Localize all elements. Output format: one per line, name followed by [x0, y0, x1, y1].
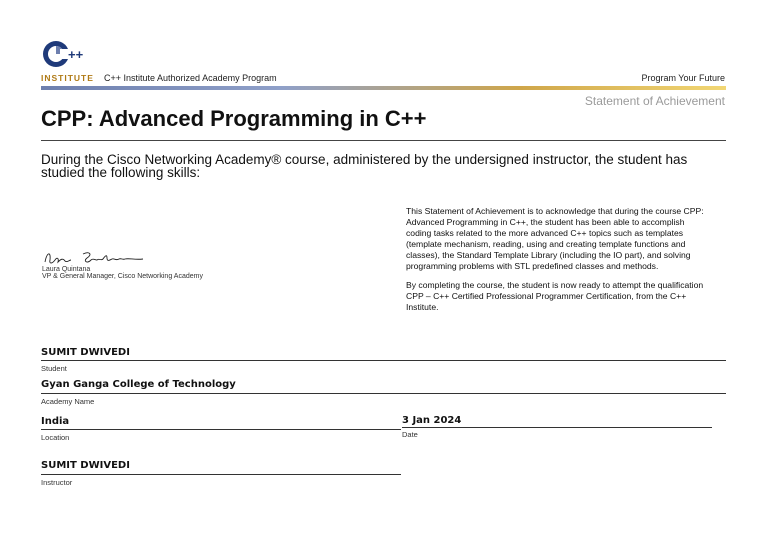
- academy-name: Gyan Ganga College of Technology: [41, 379, 236, 390]
- signature-image: [43, 248, 153, 268]
- academy-label: Academy Name: [41, 397, 95, 406]
- instructor-rule: [41, 474, 401, 475]
- description-paragraph: This Statement of Achievement is to acknowledge that during the course CPP: Advanced Programming in C++, the student has been able to accomplish coding tasks related to the more advanced C++ topics such as templates (template mechanism, reading, using and creating template functions and classes), the Standard Template Library (including the IO part), and solving programming problems with STL predefined classes and methods.: [406, 206, 704, 271]
- signer-name: Laura Quintana: [42, 266, 91, 273]
- brand-wordmark: INSTITUTE: [41, 73, 94, 83]
- date-value: 3 Jan 2024: [402, 415, 462, 426]
- document-type-label: Statement of Achievement: [584, 94, 725, 108]
- course-title: CPP: Advanced Programming in C++: [41, 106, 427, 131]
- tagline: Program Your Future: [641, 73, 725, 83]
- program-label: C++ Institute Authorized Academy Program: [104, 73, 277, 83]
- instructor-label: Instructor: [41, 478, 73, 487]
- location-rule: [41, 429, 401, 430]
- date-label: Date: [402, 430, 418, 439]
- date-rule: [402, 427, 712, 428]
- title-divider: [41, 140, 726, 141]
- location-label: Location: [41, 433, 70, 442]
- student-label: Student: [41, 364, 67, 373]
- cpp-institute-logo: [41, 37, 101, 73]
- svg-text:++: ++: [68, 47, 84, 62]
- student-name: SUMIT DWIVEDI: [41, 347, 130, 358]
- academy-rule: [41, 393, 726, 394]
- header-gradient-rule: [41, 86, 726, 90]
- signer-role: VP & General Manager, Cisco Networking Academy: [42, 273, 203, 280]
- achievement-description: [406, 206, 711, 321]
- student-rule: [41, 360, 726, 361]
- description-paragraph: By completing the course, the student is now ready to attempt the qualification CPP – C++ Certified Professional Programmer Certification, from the C++ Institute.: [406, 280, 704, 312]
- intro-text: During the Cisco Networking Academy® course, administered by the undersigned instructor, the student has studied the following skills:: [41, 152, 688, 180]
- location-value: India: [41, 416, 70, 427]
- instructor-name: SUMIT DWIVEDI: [41, 460, 130, 471]
